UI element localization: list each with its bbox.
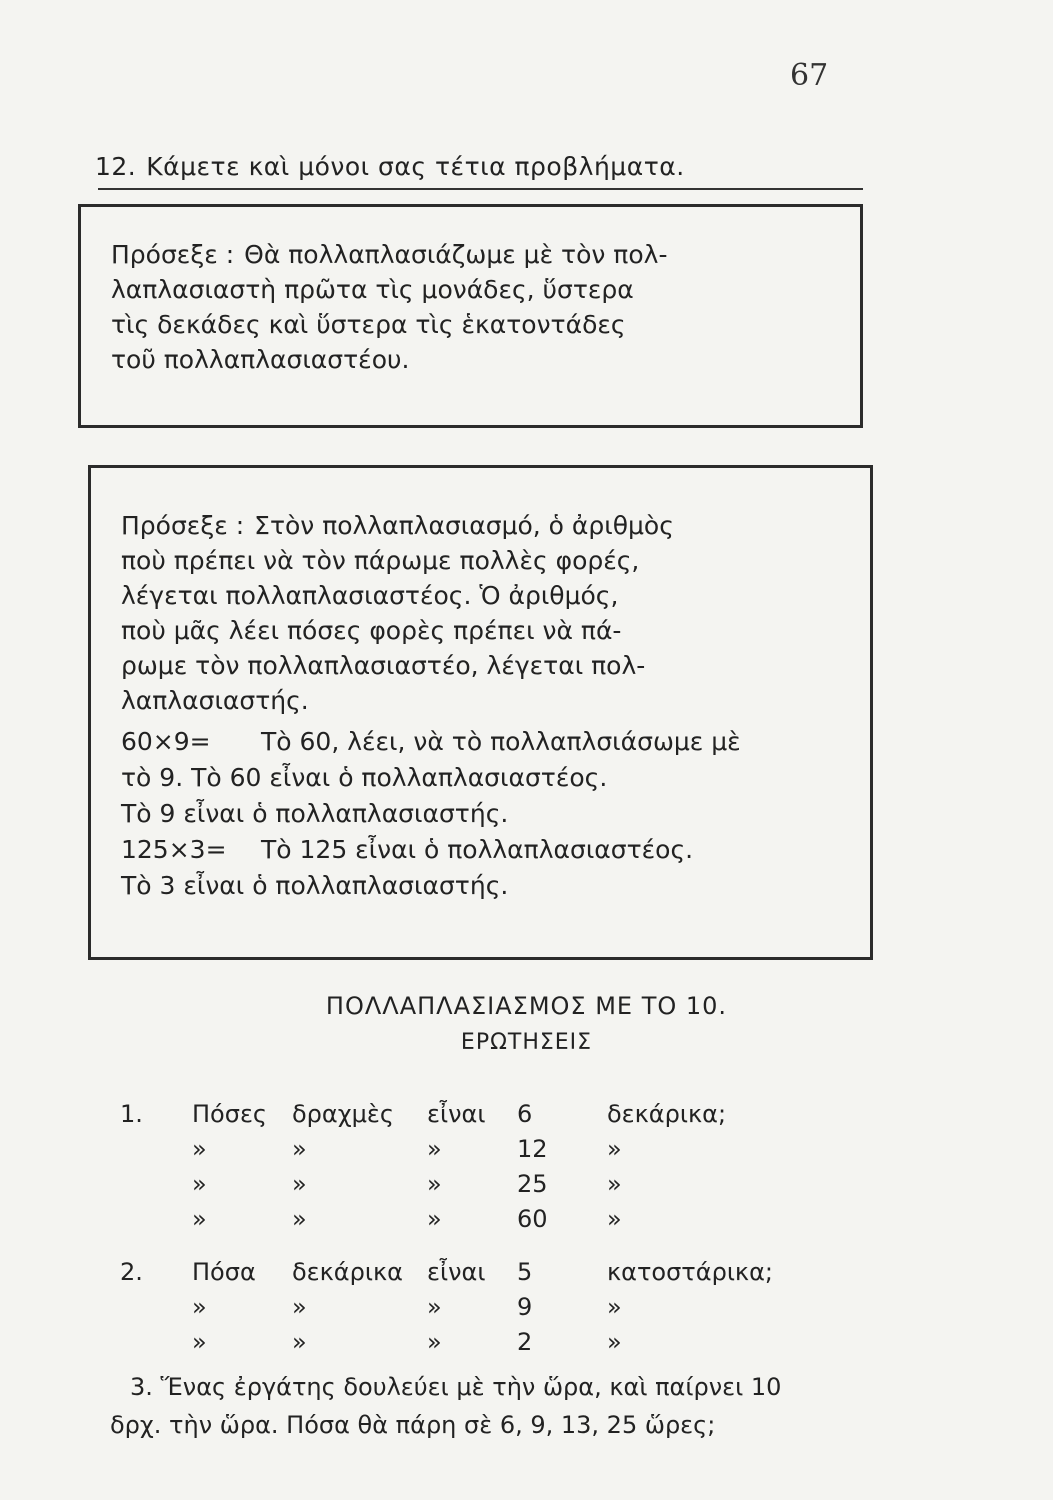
ditto-mark: » [427, 1328, 442, 1356]
question-unit: κατοστάρικα; [607, 1258, 773, 1286]
question-value: 60 [517, 1205, 548, 1233]
example-1-line: τὸ 9. Τὸ 60 εἶναι ὁ πολλαπλασιαστέος. [121, 763, 608, 792]
question-1-row [120, 1170, 622, 1198]
question-1-row [120, 1100, 726, 1128]
note-2-line: ποὺ μᾶς λέει πόσες φορὲς πρέπει νὰ πά- [121, 616, 622, 645]
note-2-line: ποὺ πρέπει νὰ τὸν πάρωμε πολλὲς φορές, [121, 546, 640, 575]
note-1-line: λαπλασιαστὴ πρῶτα τὶς μονάδες, ὕστερα [111, 275, 634, 304]
question-word: δεκάρικα [292, 1258, 403, 1286]
ditto-mark: » [292, 1135, 307, 1163]
exercise-12 [95, 152, 685, 181]
question-value: 25 [517, 1170, 548, 1198]
note-box-1 [78, 204, 863, 428]
note-text: Στὸν πολλαπλασιασμό, ὁ ἀριθμὸς [254, 511, 674, 540]
page-number: 67 [790, 58, 829, 93]
ditto-mark: » [607, 1328, 622, 1356]
example-2-line [121, 832, 840, 868]
section-subtitle: ΕΡΩΤΗΣΕΙΣ [460, 1030, 593, 1055]
question-number: 1. [120, 1100, 143, 1128]
question-word: δραχμὲς [292, 1100, 394, 1128]
question-word: εἶναι [427, 1258, 486, 1286]
question-word: Πόσα [192, 1258, 256, 1286]
question-value: 12 [517, 1135, 548, 1163]
question-word: Πόσες [192, 1100, 267, 1128]
question-2-row [120, 1258, 773, 1286]
ditto-mark: » [192, 1293, 207, 1321]
note-text: Θὰ πολλαπλασιάζωμε μὲ τὸν πολ- [244, 240, 668, 269]
example-text: Τὸ 125 εἶναι ὁ πολλαπλασιαστέος. [261, 835, 694, 864]
note-1-line [111, 237, 830, 272]
question-1-row [120, 1205, 622, 1233]
question-1-row [120, 1135, 622, 1163]
note-2-line: λέγεται πολλαπλασιαστέος. Ὁ ἀριθμός, [121, 581, 619, 610]
section-title: ΠΟΛΛΑΠΛΑΣΙΑΣΜΟΣ ΜΕ ΤΟ 10. [325, 992, 728, 1020]
ditto-mark: » [292, 1205, 307, 1233]
example-2-expression: 125×3= [121, 835, 227, 864]
question-value: 2 [517, 1328, 533, 1356]
example-2-line: Τὸ 3 εἶναι ὁ πολλαπλασιαστής. [121, 871, 509, 900]
note-label: Πρόσεξε : [111, 240, 235, 269]
question-word: εἶναι [427, 1100, 486, 1128]
ditto-mark: » [427, 1170, 442, 1198]
exercise-number: 12. [95, 152, 137, 181]
question-value: 6 [517, 1100, 533, 1128]
ditto-mark: » [192, 1135, 207, 1163]
question-2-row [120, 1328, 622, 1356]
ditto-mark: » [607, 1135, 622, 1163]
note-box-2 [88, 465, 873, 960]
note-1-line: τοῦ πολλαπλασιαστέου. [111, 345, 410, 374]
ditto-mark: » [607, 1293, 622, 1321]
example-1-line [121, 724, 840, 760]
question-value: 9 [517, 1293, 533, 1321]
ditto-mark: » [292, 1293, 307, 1321]
question-number: 2. [120, 1258, 143, 1286]
exercise-text: Κάμετε καὶ μόνοι σας τέτια προβλήματα. [146, 152, 685, 181]
note-1-line: τὶς δεκάδες καὶ ὕστερα τὶς ἑκατοντάδες [111, 310, 626, 339]
question-2-row [120, 1293, 622, 1321]
divider-line [98, 188, 863, 190]
ditto-mark: » [607, 1205, 622, 1233]
question-value: 5 [517, 1258, 533, 1286]
ditto-mark: » [192, 1205, 207, 1233]
example-1-line: Τὸ 9 εἶναι ὁ πολλαπλασιαστής. [121, 799, 509, 828]
ditto-mark: » [427, 1205, 442, 1233]
note-label: Πρόσεξε : [121, 511, 245, 540]
ditto-mark: » [192, 1328, 207, 1356]
ditto-mark: » [427, 1135, 442, 1163]
note-2-line: ρωμε τὸν πολλαπλασιαστέο, λέγεται πολ- [121, 651, 646, 680]
ditto-mark: » [607, 1170, 622, 1198]
question-3 [110, 1368, 900, 1444]
ditto-mark: » [292, 1328, 307, 1356]
question-3-line: 3. Ἕνας ἐργάτης δουλεύει μὲ τὴν ὥρα, καὶ παίρνει 10 [130, 1373, 782, 1401]
question-3-line: δρχ. τὴν ὥρα. Πόσα θὰ πάρη σὲ 6, 9, 13, 25 ὥρες; [110, 1411, 716, 1439]
note-2-line [121, 508, 840, 543]
ditto-mark: » [427, 1293, 442, 1321]
ditto-mark: » [292, 1170, 307, 1198]
ditto-mark: » [192, 1170, 207, 1198]
example-text: Τὸ 60, λέει, νὰ τὸ πολλαπλσιάσωμε μὲ [261, 727, 741, 756]
note-2-line: λαπλασιαστής. [121, 686, 309, 715]
question-unit: δεκάρικα; [607, 1100, 727, 1128]
example-1-expression: 60×9= [121, 727, 211, 756]
